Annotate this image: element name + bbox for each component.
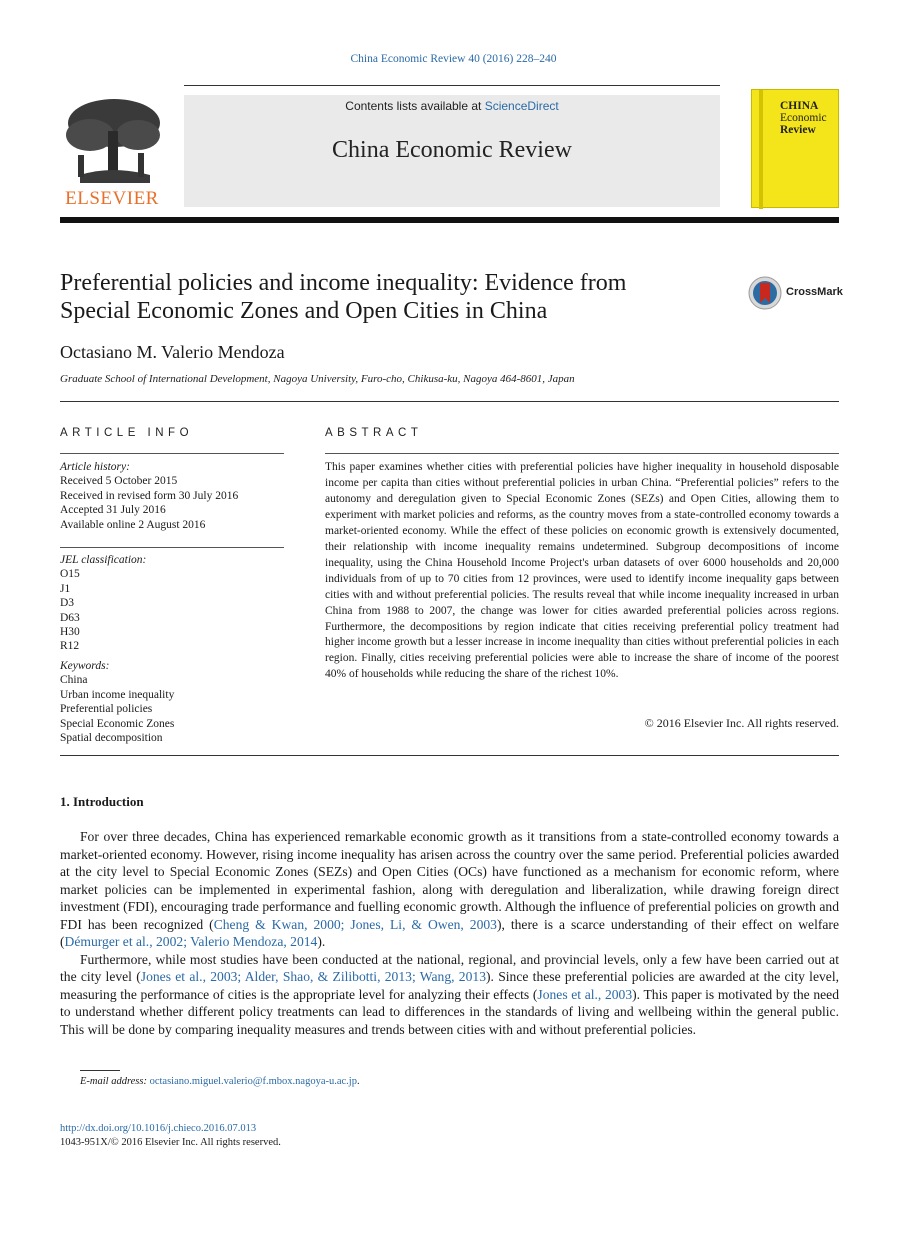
journal-cover[interactable] — [751, 89, 839, 208]
intro-paragraph-1 — [60, 828, 839, 951]
history-item: Accepted 31 July 2016 — [60, 504, 166, 517]
elsevier-logo[interactable] — [60, 95, 164, 210]
jel-code: J1 — [60, 582, 71, 595]
elsevier-wordmark: ELSEVIER — [65, 188, 159, 209]
jel-label: JEL classification: — [60, 554, 147, 566]
footnote-email — [60, 1076, 360, 1087]
cover-title-line: CHINA — [780, 100, 819, 112]
jel-rule — [60, 547, 284, 548]
article-info-heading: ARTICLE INFO — [60, 427, 194, 439]
header-thick-rule — [60, 217, 839, 223]
doi-anchor[interactable]: http://dx.doi.org/10.1016/j.chieco.2016.07.013 — [60, 1123, 257, 1134]
jel-code: O15 — [60, 568, 80, 581]
history-item: Received in revised form 30 July 2016 — [60, 489, 239, 502]
history-item: Received 5 October 2015 — [60, 475, 178, 488]
body-text-segment: ). — [317, 934, 326, 949]
contents-line — [184, 99, 720, 113]
crossmark-button[interactable] — [748, 276, 848, 310]
citation-link[interactable]: Jones et al., 2003; Alder, Shao, & Zilibotti, 2013; Wang, 2013 — [140, 969, 486, 984]
body-text-segment: For over three decades, China has experienced remarkable economic growth as it transitions from a state-controlled economy towards a market-oriented economy. However, rising income inequality has arisen across the country over the same period. Preferential policies awarded at the city level to Special Economic Zones (SEZs) and Open Cities (OCs) have functioned as a mechanism for economic reform, where market policies can be implemented in experimental fashion, along with deregulation and liberalization, while drawing foreign direct investment (FDI), encouraging trade performance and fuelling economic growth. Although the influence of preferential policies on growth and FDI has been recognized ( — [60, 829, 839, 932]
doi-link[interactable] — [60, 1123, 256, 1134]
email-end: . — [356, 1076, 360, 1087]
email-label: E-mail address: — [80, 1076, 147, 1087]
keyword: Special Economic Zones — [60, 717, 175, 730]
journal-title[interactable]: China Economic Review — [332, 137, 572, 163]
abstract-text: This paper examines whether cities with preferential policies have higher inequality in household disposable income per capita than cities without preferential policies in urban China. “Preferential policies” refers to the autonomy and deregulation given to Special Economic Zones (SEZs) and Open Cities, allowing them to experiment with market policies and reforms, as the country moves from a state-controlled economy towards a market-oriented economy. While the effect of these policies on economic growth is extensively documented, their relationship with income inequality remains undetermined. Subgroup decompositions of income inequality, using the China Household Income Project's urban datasets of over 6000 households and 20,000 individuals from of up to 70 cities from 12 provinces, were used to identify income inequality gaps between cities with and without preferential policies. The results reveal that while income inequality increased in urban China from 1988 to 2007, the change was lower for cities awarded preferential policies across regions. Furthermore, the decompositions by region indicate that cities receiving preferential policy treatment had higher income growth but a lesser increase in income inequality than cities without preferential policies in each region. Finally, cities receiving preferential policies were able to increase the share of income of the poorest 40% of households while reducing the share of the richest 10%. — [325, 461, 839, 681]
issn-line: 1043-951X/© 2016 Elsevier Inc. All rights reserved. — [60, 1137, 281, 1148]
keyword: Urban income inequality — [60, 688, 175, 701]
intro-body — [60, 828, 839, 1038]
history-item: Available online 2 August 2016 — [60, 518, 206, 531]
keywords-label: Keywords: — [60, 660, 110, 672]
intro-heading: 1. Introduction — [60, 794, 144, 809]
sciencedirect-link[interactable]: ScienceDirect — [484, 99, 559, 113]
journal-citation[interactable]: China Economic Review 40 (2016) 228–240 — [350, 53, 557, 65]
body-text-segment: ). Since these preferential policies are awarded at the city level, measuring the performance of cities is the appropriate level for analyzing their effects ( — [60, 969, 840, 1002]
crossmark-icon — [748, 276, 782, 310]
body-text-segment: ). This paper is motivated by the need to understand whether different policy treatments can lead to differences in the standards of living and wellbeing within the general public. This will be done by comparing inequality measures and trends between cities with and without preferential policies. — [60, 986, 839, 1037]
keywords — [60, 659, 284, 745]
cover-title-line: Economic — [780, 112, 827, 124]
citation-link[interactable]: Démurger et al., 2002; Valerio Mendoza, 2014 — [64, 934, 318, 949]
crossmark-label: CrossMark — [786, 286, 843, 298]
abstract-rule — [325, 453, 839, 454]
email-link[interactable]: octasiano.miguel.valerio@f.mbox.nagoya-u.ac.jp — [149, 1076, 357, 1087]
front-matter-rule — [60, 401, 839, 402]
author-name[interactable]: Octasiano M. Valerio Mendoza — [60, 342, 285, 362]
keyword: China — [60, 674, 88, 687]
abstract-end-rule — [60, 755, 839, 756]
keyword: Preferential policies — [60, 703, 153, 716]
article-history — [60, 460, 284, 532]
cover-stripe — [759, 90, 763, 209]
cover-title — [780, 100, 827, 136]
jel-code: D63 — [60, 611, 80, 624]
jel-classification — [60, 553, 284, 654]
jel-code: R12 — [60, 640, 80, 653]
intro-paragraph-2 — [60, 951, 839, 1039]
jel-code: H30 — [60, 626, 80, 639]
cover-title-line: Review — [780, 124, 816, 136]
jel-code: D3 — [60, 597, 75, 610]
abstract-heading: ABSTRACT — [325, 427, 423, 439]
article-info-rule — [60, 453, 284, 454]
title-line-1: Preferential policies and income inequality: Evidence from — [60, 270, 627, 296]
history-label: Article history: — [60, 461, 130, 473]
header-rule — [184, 85, 720, 86]
article-title — [60, 269, 700, 325]
elsevier-tree-icon — [60, 95, 164, 187]
abstract-copyright: © 2016 Elsevier Inc. All rights reserved. — [644, 716, 839, 730]
citation-link[interactable]: Cheng & Kwan, 2000; Jones, Li, & Owen, 2003 — [213, 916, 497, 932]
journal-banner — [184, 95, 720, 207]
body-text-segment: Furthermore, while most studies have been conducted at the national, regional, and provincial levels, only a few have been carried out at the city level ( — [60, 951, 839, 984]
contents-prefix: Contents lists available at — [345, 99, 485, 113]
citation-link[interactable]: Jones et al., 2003 — [537, 986, 633, 1002]
title-line-2: Special Economic Zones and Open Cities in China — [60, 298, 548, 324]
keyword: Spatial decomposition — [60, 732, 163, 745]
body-text-segment: ), there is a scarce understanding of their effect on welfare ( — [60, 916, 839, 949]
footnote-rule — [80, 1070, 120, 1071]
author-affiliation: Graduate School of International Development, Nagoya University, Furo-cho, Chikusa-ku, Nagoya 464-8601, Japan — [60, 373, 575, 385]
